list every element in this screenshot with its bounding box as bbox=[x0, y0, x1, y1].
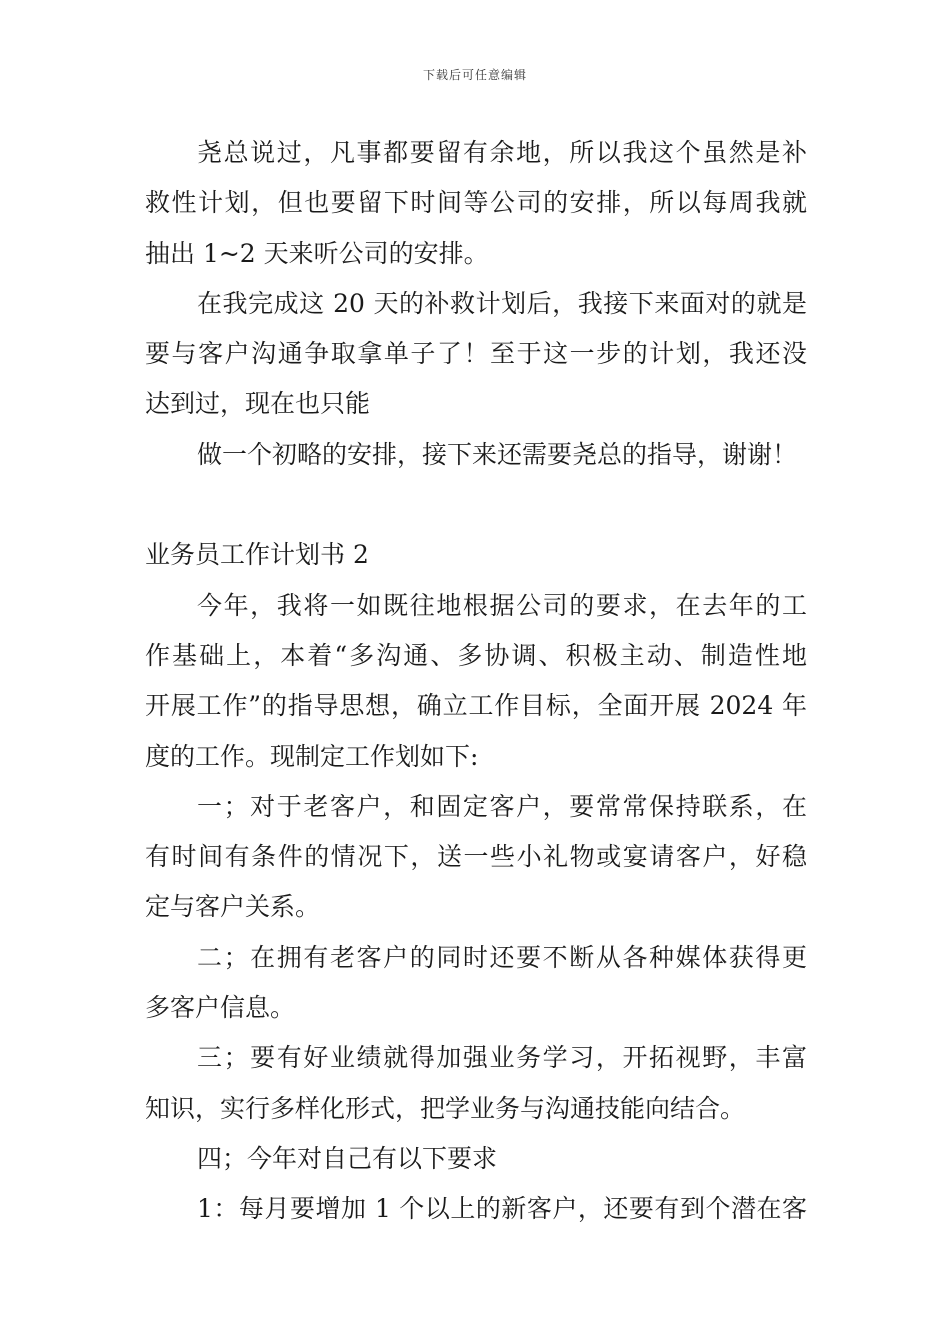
document-body bbox=[145, 128, 807, 1235]
paragraph-line: 达到过，现在也只能 bbox=[145, 389, 371, 419]
paragraph-line: 作基础上，本着“多沟通、多协调、积极主动、制造性地 bbox=[145, 640, 807, 670]
paragraph-line: 要与客户沟通争取拿单子了！至于这一步的计划，我还没 bbox=[145, 339, 807, 369]
paragraph-line: 抽出 1~2 天来听公司的安排。 bbox=[145, 238, 489, 268]
paragraph-line: 度的工作。现制定工作划如下: bbox=[145, 741, 479, 771]
paragraph-line: 一；对于老客户，和固定客户，要常常保持联系，在 bbox=[197, 791, 807, 821]
paragraph-line: 有时间有条件的情况下，送一些小礼物或宴请客户，好稳 bbox=[145, 842, 807, 872]
paragraph-line: 救性计划，但也要留下时间等公司的安排，所以每周我就 bbox=[145, 188, 807, 218]
paragraph-line: 定与客户关系。 bbox=[145, 892, 321, 922]
section-gap bbox=[145, 480, 807, 530]
paragraph-line: 开展工作”的指导思想，确立工作目标，全面开展 2024 年 bbox=[145, 691, 807, 721]
paragraph-line: 尧总说过，凡事都要留有余地，所以我这个虽然是补 bbox=[197, 138, 807, 167]
paragraph-line: 四；今年对自己有以下要求 bbox=[197, 1143, 498, 1173]
section-title: 业务员工作计划书 2 bbox=[145, 540, 369, 570]
paragraph-line: 在我完成这 20 天的补救计划后，我接下来面对的就是 bbox=[197, 288, 807, 318]
paragraph-line: 二；在拥有老客户的同时还要不断从各种媒体获得更 bbox=[197, 942, 807, 972]
paragraph-line: 知识，实行多样化形式，把学业务与沟通技能向结合。 bbox=[145, 1093, 746, 1123]
paragraph-line: 1：每月要增加 1 个以上的新客户，还要有到个潜在客 bbox=[197, 1194, 807, 1224]
paragraph-line: 多客户信息。 bbox=[145, 993, 296, 1023]
paragraph-line: 今年，我将一如既往地根据公司的要求，在去年的工 bbox=[197, 590, 807, 620]
paragraph-line: 三；要有好业绩就得加强业务学习，开拓视野，丰富 bbox=[197, 1043, 807, 1073]
download-note: 下载后可任意编辑 bbox=[422, 68, 527, 82]
paragraph-line: 做一个初略的安排，接下来还需要尧总的指导，谢谢！ bbox=[197, 439, 798, 469]
